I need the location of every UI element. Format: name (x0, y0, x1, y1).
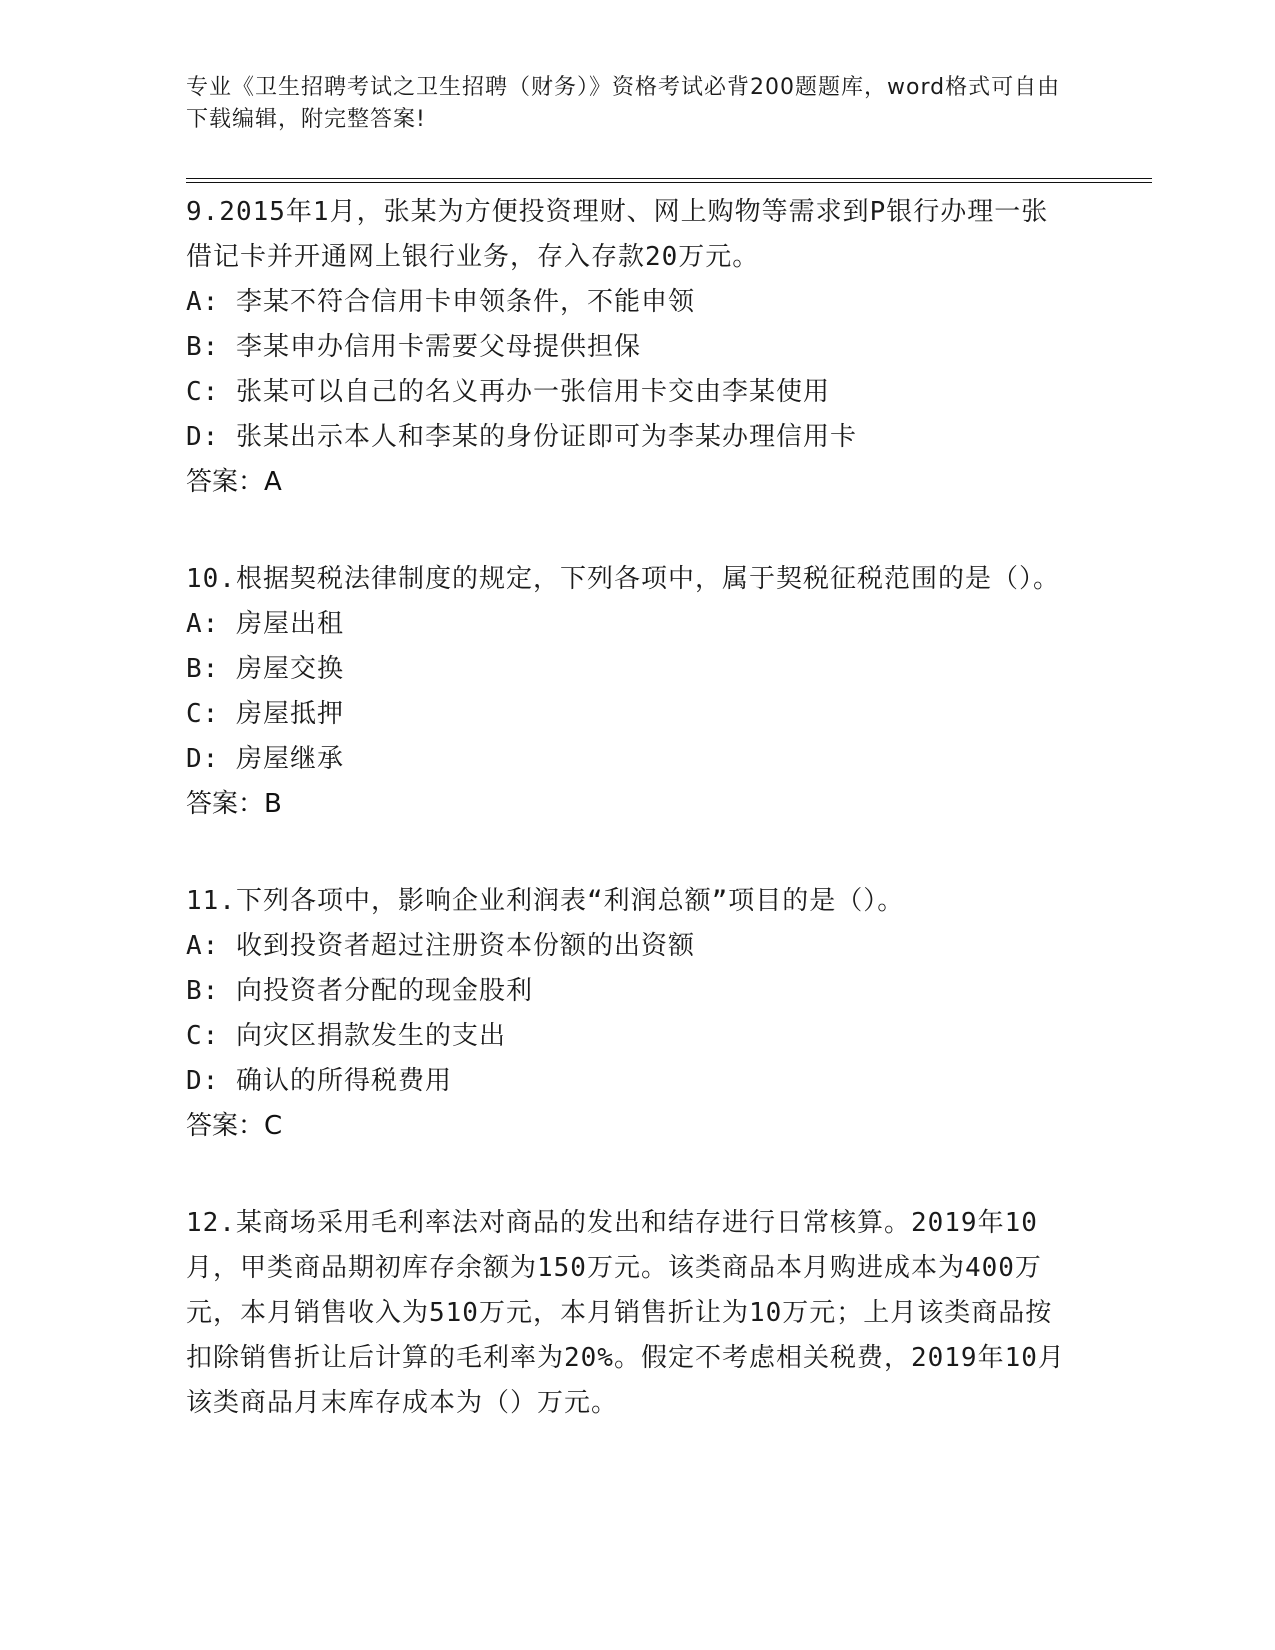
question-9 (186, 190, 1066, 505)
document-header: 专业《卫生招聘考试之卫生招聘（财务）》资格考试必背200题题库，word格式可自由下载编辑，附完整答案! (186, 75, 1061, 132)
question-10 (186, 557, 1066, 827)
answer-label: 答案：C (186, 1111, 283, 1141)
question-text: 10.根据契税法律制度的规定，下列各项中，属于契税征税范围的是（）。 (186, 564, 1060, 594)
option-d: D: 张某出示本人和李某的身份证即可为李某办理信用卡 (186, 422, 857, 452)
header-divider-top (186, 178, 1152, 179)
option-b: B: 房屋交换 (186, 654, 344, 684)
question-text: 9.2015年1月，张某为方便投资理财、网上购物等需求到P银行办理一张借记卡并开通网上银行业务，存入存款20万元。 (186, 197, 1049, 272)
option-c: C: 向灾区捐款发生的支出 (186, 1021, 506, 1051)
answer-label: 答案：A (186, 467, 282, 497)
option-a: A: 李某不符合信用卡申领条件，不能申领 (186, 287, 695, 317)
header-divider-bottom (186, 182, 1152, 183)
answer-label: 答案：B (186, 789, 282, 819)
option-a: A: 收到投资者超过注册资本份额的出资额 (186, 931, 695, 961)
option-d: D: 房屋继承 (186, 744, 344, 774)
option-c: C: 张某可以自己的名义再办一张信用卡交由李某使用 (186, 377, 830, 407)
option-b: B: 李某申办信用卡需要父母提供担保 (186, 332, 641, 362)
option-c: C: 房屋抵押 (186, 699, 344, 729)
question-list (186, 190, 1066, 1478)
question-text: 12.某商场采用毛利率法对商品的发出和结存进行日常核算。2019年10月，甲类商品期初库存余额为150万元。该类商品本月购进成本为400万元，本月销售收入为510万元，本月销售折让为10万元；上月该类商品按扣除销售折让后计算的毛利率为20%。假定不考虑相关税费，2019年10月该类商品月末库存成本为（）万元。 (186, 1208, 1065, 1418)
option-d: D: 确认的所得税费用 (186, 1066, 452, 1096)
question-12 (186, 1201, 1066, 1426)
question-text: 11.下列各项中，影响企业利润表“利润总额”项目的是（）。 (186, 886, 905, 916)
question-11 (186, 879, 1066, 1149)
option-b: B: 向投资者分配的现金股利 (186, 976, 533, 1006)
option-a: A: 房屋出租 (186, 609, 344, 639)
